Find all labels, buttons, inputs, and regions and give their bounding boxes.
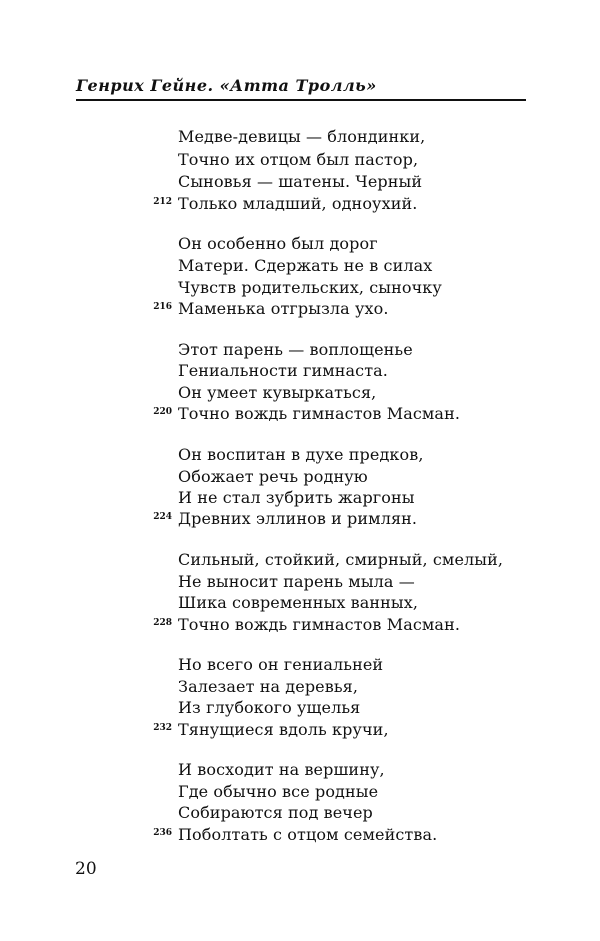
poem-line: Точно вождь гимнастов Масман.	[178, 404, 461, 423]
poem-line: Маменька отгрызла ухо.	[178, 299, 389, 318]
page-number: 20	[75, 859, 97, 879]
poem-line: Сильный, стойкий, смирный, смелый,	[178, 550, 504, 569]
poem-line: Медве-девицы — блондинки,	[178, 127, 426, 146]
poem-line: Из глубокого ущелья	[178, 698, 361, 717]
poem-line: Он особенно был дорог	[178, 234, 378, 253]
line-number: 236	[153, 828, 172, 838]
poem-line: Матери. Сдержать не в силах	[178, 256, 433, 275]
poem-line: Он умеет кувыркаться,	[178, 383, 377, 402]
line-number: 216	[153, 302, 172, 312]
poem-line: Точно их отцом был пастор,	[178, 150, 419, 169]
poem-line: Сыновья — шатены. Черный	[178, 172, 423, 191]
poem-line: Не выносит парень мыла —	[178, 572, 415, 591]
line-number: 228	[153, 618, 172, 628]
poem-line: Этот парень — воплощенье	[178, 340, 413, 359]
poem-line: Шика современных ванных,	[178, 593, 419, 612]
poem-line: Но всего он гениальней	[178, 655, 384, 674]
poem-line: Только младший, одноухий.	[178, 194, 418, 213]
poem-line: Он воспитан в духе предков,	[178, 445, 424, 464]
line-number: 224	[153, 512, 172, 522]
poem-line: Тянущиеся вдоль кручи,	[178, 720, 389, 739]
poem-line: Обожает речь родную	[178, 467, 368, 486]
poem-line: Гениальности гимнаста.	[178, 361, 388, 380]
line-number: 232	[153, 723, 172, 733]
poem-line: Где обычно все родные	[178, 782, 379, 801]
poem-line: Залезает на деревья,	[178, 677, 359, 696]
poem-line: Чувств родительских, сыночку	[178, 278, 442, 297]
line-number: 220	[153, 407, 172, 417]
poem-line: Точно вождь гимнастов Масман.	[178, 615, 461, 634]
poem-line: Собираются под вечер	[178, 803, 373, 822]
poem-line: Древних эллинов и римлян.	[178, 509, 418, 528]
poem-line: И не стал зубрить жаргоны	[178, 488, 415, 507]
line-number: 212	[153, 197, 172, 207]
running-header-title: Генрих Гейне. «Атта Тролль»	[76, 76, 377, 95]
poem-line: И восходит на вершину,	[178, 760, 385, 779]
poem-line: Поболтать с отцом семейства.	[178, 825, 438, 844]
